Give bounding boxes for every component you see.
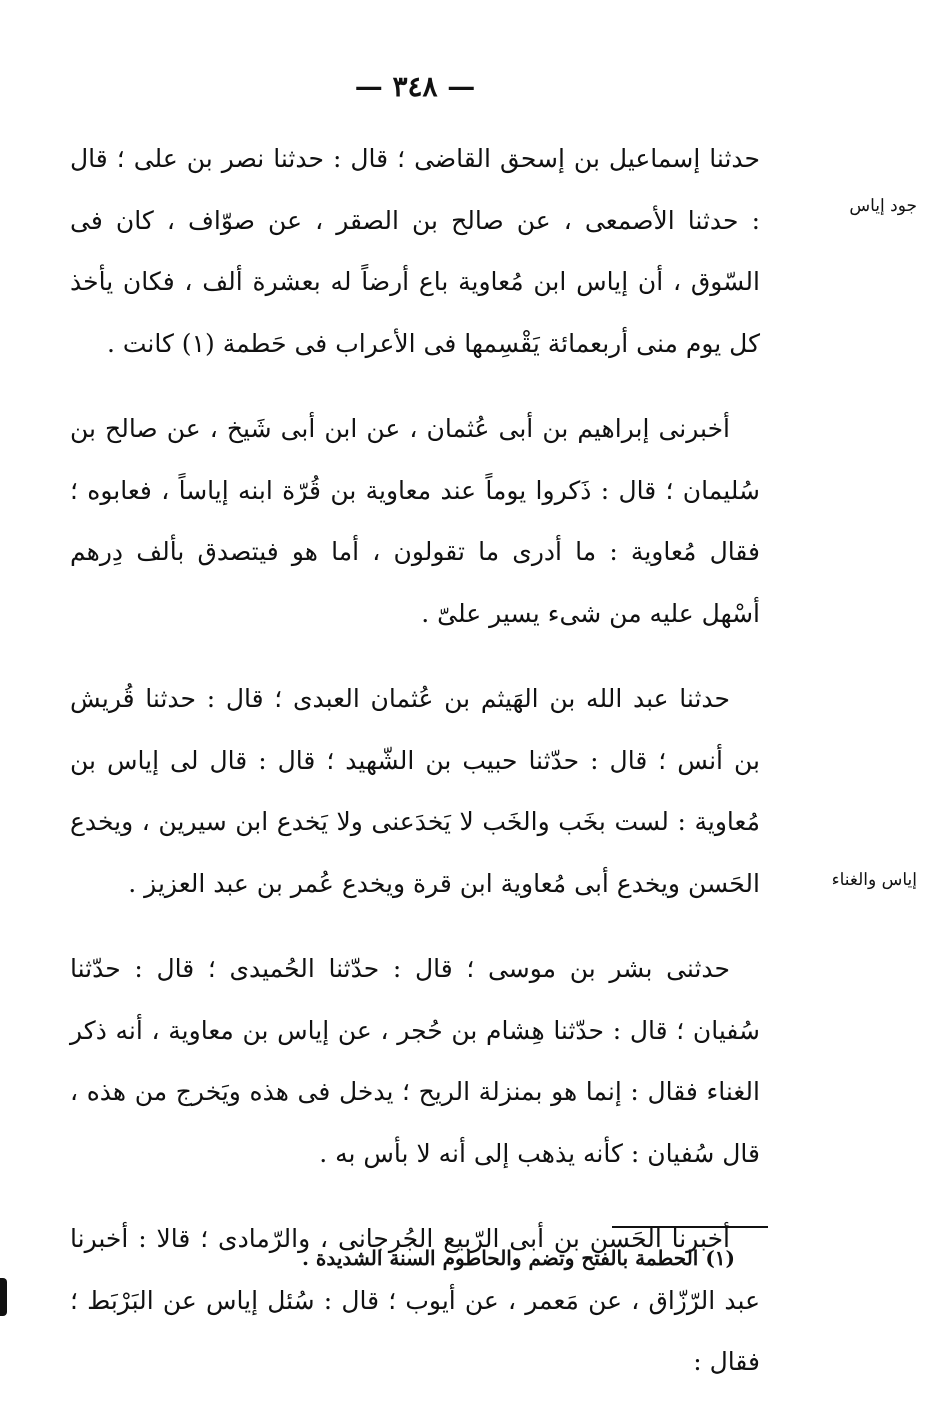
body-text — [70, 128, 760, 1417]
margin-note-singing: إياس والغناء — [831, 870, 917, 890]
footnote: (١) الحطمة بالفتح وتضم والحاطوم السنة الشديدة . — [301, 1246, 735, 1270]
paragraph: حدثنا إسماعيل بن إسحق القاضى ؛ قال : حدثنا نصر بن على ؛ قال : حدثنا الأصمعى ، عن صالح بن الصقر ، عن صوّاف ، كان فى السّوق ، أن إياس ابن مُعاوية باع أرضاً له بعشرة ألف ، فكان يأخذ كل يوم منى أربعمائة يَقْسِمها فى الأعراب فى حَطمة (١) كانت . — [70, 144, 760, 358]
footnote-divider — [612, 1226, 768, 1228]
page-edge-mark — [0, 1278, 7, 1316]
paragraph: حدثنى بشر بن موسى ؛ قال : حدّثنا الحُميدى ؛ قال : حدّثنا سُفيان ؛ قال : حدّثنا هِشام بن حُجر ، عن إياس بن معاوية ، أنه ذكر الغناء فقال : إنما هو بمنزلة الريح ؛ يدخل فى هذه ويَخرج من هذه ، قال سُفيان : كأنه يذهب إلى أنه لا بأس به . — [70, 954, 760, 1168]
page-number: — ٣٤٨ — — [354, 70, 476, 103]
paragraph: أخبرنا الحَسن بن أبى الرّبيع الجُرجانى ، والرّمادى ؛ قالا : أخبرنا عبد الرّزّاق ، عن مَعمر ، عن أيوب ؛ قال : سُئل إياس عن البَرْبَط ؛ فقال : — [70, 1224, 760, 1376]
paragraph: حدثنا عبد الله بن الهَيثم بن عُثمان العبدى ؛ قال : حدثنا قُريش بن أنس ؛ قال : حدّثنا حبيب بن الشّهيد ؛ قال : قال لى إياس بن مُعاوية : لست بخَب والخَب لا يَخدَعنى ولا يَخدع ابن سيرين ، ويخدع الحَسن ويخدع أبى مُعاوية ابن قرة ويخدع عُمر بن عبد العزيز . — [70, 684, 760, 898]
paragraph: أخبرنى إبراهيم بن أبى عُثمان ، عن ابن أبى شَيخ ، عن صالح بن سُليمان ؛ قال : ذَكروا يوماً عند معاوية بن قُرّة ابنه إياساً ، فعابوه ؛ فقال مُعاوية : ما أدرى ما تقولون ، أما هو فيتصدق بألف دِرهم أسْهل عليه من شىء يسير علىّ . — [70, 414, 760, 628]
margin-note-generosity: جود إياس — [849, 196, 917, 216]
